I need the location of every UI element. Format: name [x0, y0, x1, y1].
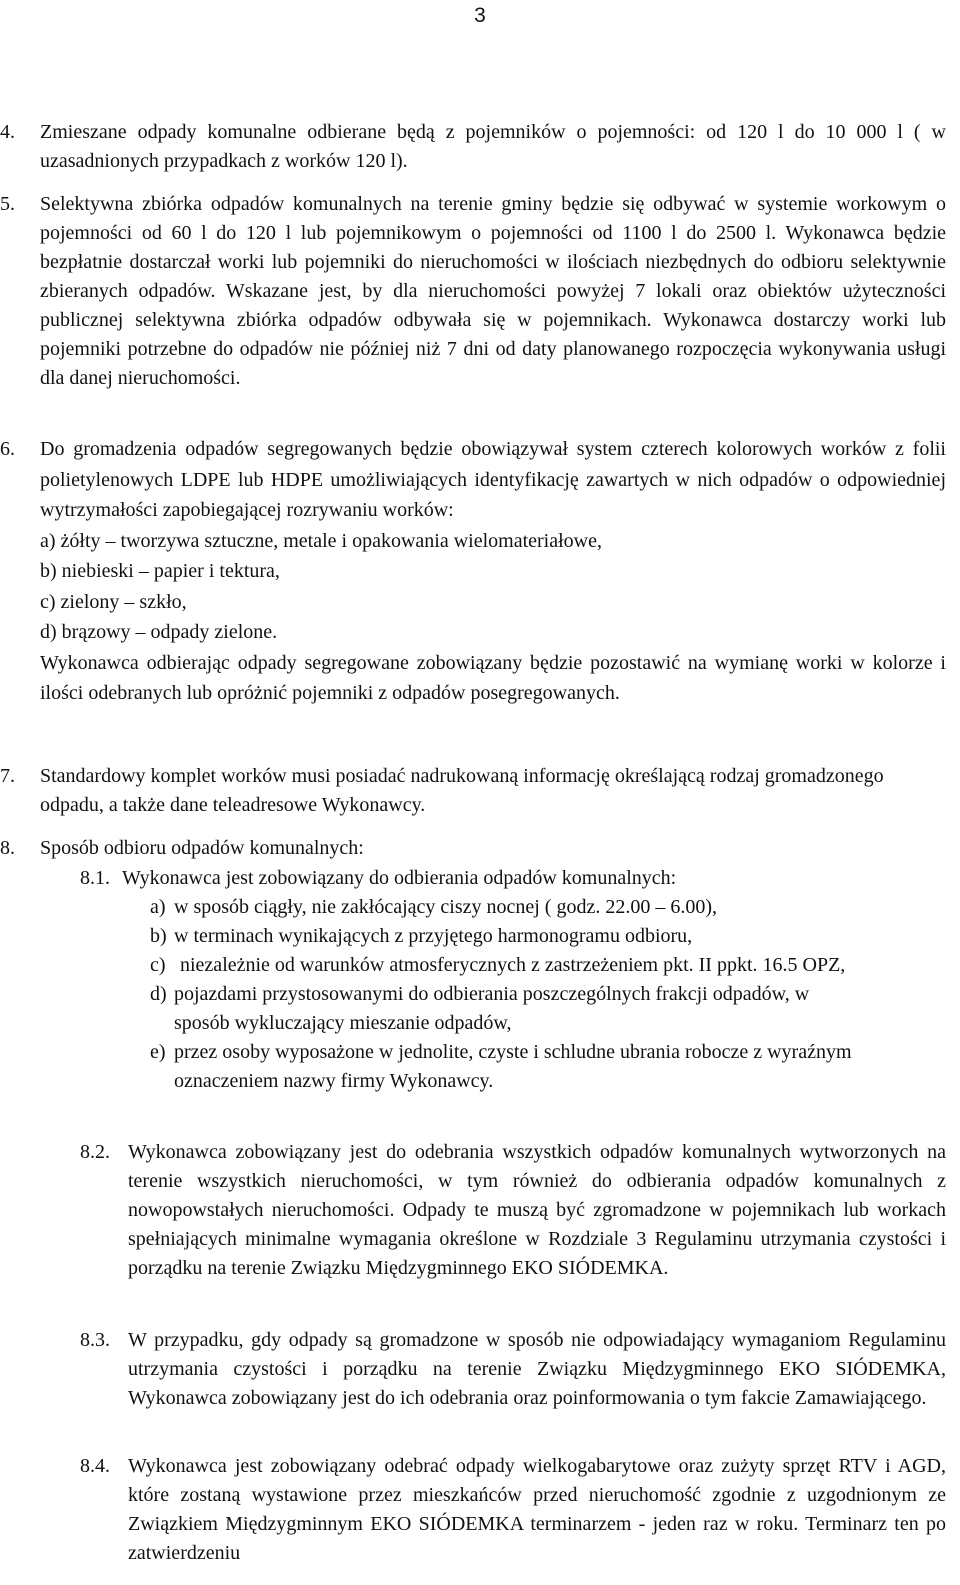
- item-8: [0, 834, 946, 863]
- list-item-label: d): [150, 983, 167, 1005]
- item-text: Zmieszane odpady komunalne odbierane będą z pojemników o pojemności: od 120 l do 10 000 l ( w uzasadnionych przypadkach z worków 120 l).: [40, 121, 946, 172]
- subitem-number: 8.2.: [80, 1141, 110, 1163]
- list-item-text: w sposób ciągły, nie zakłócający ciszy nocnej ( godz. 22.00 – 6.00),: [174, 896, 717, 918]
- list-item-text: niezależnie od warunków atmosferycznych z zastrzeżeniem pkt. II ppkt. 16.5 OPZ,: [180, 954, 846, 976]
- subitem-8-4: [80, 1452, 946, 1568]
- list-item-label: a): [150, 896, 166, 918]
- item-number: 5.: [0, 193, 15, 215]
- collection-conditions-list: [150, 893, 946, 1096]
- list-item-label: c): [150, 954, 166, 976]
- list-item: [150, 922, 946, 951]
- list-item: [150, 951, 946, 980]
- subitem-8-3: [80, 1326, 946, 1413]
- item-number: 4.: [0, 121, 15, 143]
- list-item-text: pojazdami przystosowanymi do odbierania poszczególnych frakcji odpadów, w sposób wykluczający mieszanie odpadów,: [174, 983, 810, 1034]
- item-number: 8.: [0, 837, 15, 859]
- subitem-8-2: [80, 1138, 946, 1283]
- list-item: [150, 1038, 946, 1096]
- subitem-number: 8.4.: [80, 1455, 110, 1477]
- list-item-text: w terminach wynikających z przyjętego harmonogramu odbioru,: [174, 925, 693, 947]
- bag-color-blue: b) niebieski – papier i tektura,: [40, 560, 280, 582]
- subitem-text: Wykonawca jest zobowiązany odebrać odpady wielkogabarytowe oraz zużyty sprzęt RTV i AGD, które zostaną wystawione przez mieszkańców przed nieruchomość zgodnie z uzgodnionym ze Związkiem Międzygminnym EKO SIÓDEMKA terminarzem - jeden raz w roku. Terminarz ten po zatwierdzeniu: [128, 1455, 946, 1564]
- item-4: [0, 118, 946, 176]
- bag-color-green: c) zielony – szkło,: [40, 590, 187, 613]
- subitem-text: Wykonawca jest zobowiązany do odbierania odpadów komunalnych:: [122, 867, 677, 889]
- list-item-label: e): [150, 1041, 166, 1063]
- item-number: 6.: [0, 438, 15, 460]
- subitem-number: 8.3.: [80, 1329, 110, 1351]
- page-number: 3: [474, 4, 486, 27]
- item-text: Standardowy komplet worków musi posiadać nadrukowaną informację określającą rodzaj gromadzonego odpadu, a także dane teleadresowe Wykonawcy.: [40, 765, 884, 816]
- list-item: [150, 980, 946, 1038]
- list-item: [150, 893, 946, 922]
- item-5: [0, 190, 946, 393]
- item-number: 7.: [0, 765, 15, 787]
- item-7: [0, 762, 946, 820]
- item-text: Selektywna zbiórka odpadów komunalnych na terenie gminy będzie się odbywać w systemie workowym o pojemności od 60 l do 120 l lub pojemnikowym o pojemności od 1100 l do 2500 l. Wykonawca będzie bezpłatnie dostarczał worki lub pojemniki do nieruchomości w ilościach niezbędnych do odbioru selektywnie zbieranych odpadów. Wskazane jest, by dla nieruchomości powyżej 7 lokali oraz obiektów użyteczności publicznej selektywna zbiórka odpadów odbywała się w pojemnikach. Wykonawca dostarczy worki lub pojemniki potrzebne do odpadów nie później niż 7 dni od daty planowanego rozpoczęcia wykonywania usługi dla danej nieruchomości.: [40, 193, 946, 389]
- item-6-intro: Do gromadzenia odpadów segregowanych będzie obowiązywał system czterech kolorowych worków z folii polietylenowych LDPE lub HDPE umożliwiających identyfikację zawartych w nich odpadów o odpowiedniej wytrzymałości zapobiegającej rozrywaniu worków:: [40, 438, 946, 521]
- item-6: [0, 434, 946, 709]
- subitem-text: Wykonawca zobowiązany jest do odebrania wszystkich odpadów komunalnych wytworzonych na terenie wszystkich nieruchomości, w tym również do odbierania odpadów komunalnych z nowopowstałych nieruchomości. Odpady te muszą być zgromadzone w pojemnikach lub workach spełniających minimalne wymagania określone w Rozdziale 3 Regulaminu utrzymania czystości i porządku na terenie Związku Międzygminnego EKO SIÓDEMKA.: [128, 1141, 946, 1279]
- subitem-number: 8.1.: [80, 867, 110, 889]
- list-item-text: przez osoby wyposażone w jednolite, czyste i schludne ubrania robocze z wyraźnym oznaczeniem nazwy firmy Wykonawcy.: [174, 1041, 852, 1092]
- item-text: Sposób odbioru odpadów komunalnych:: [40, 837, 364, 859]
- subitem-text: W przypadku, gdy odpady są gromadzone w sposób nie odpowiadający wymaganiom Regulaminu utrzymania czystości i porządku na terenie Związku Międzygminnego EKO SIÓDEMKA, Wykonawca zobowiązany jest do ich odebrania oraz poinformowania o tym fakcie Zamawiającego.: [128, 1329, 946, 1409]
- bag-color-yellow: a) żółty – tworzywa sztuczne, metale i opakowania wielomateriałowe,: [40, 529, 602, 552]
- bag-color-brown: d) brązowy – odpady zielone.: [40, 621, 278, 643]
- item-6-outro: Wykonawca odbierając odpady segregowane zobowiązany będzie pozostawić na wymianę worki w kolorze i ilości odebranych lub opróżnić pojemniki z odpadów posegregowanych.: [40, 651, 946, 704]
- list-item-label: b): [150, 925, 167, 947]
- subitem-8-1: [80, 864, 946, 893]
